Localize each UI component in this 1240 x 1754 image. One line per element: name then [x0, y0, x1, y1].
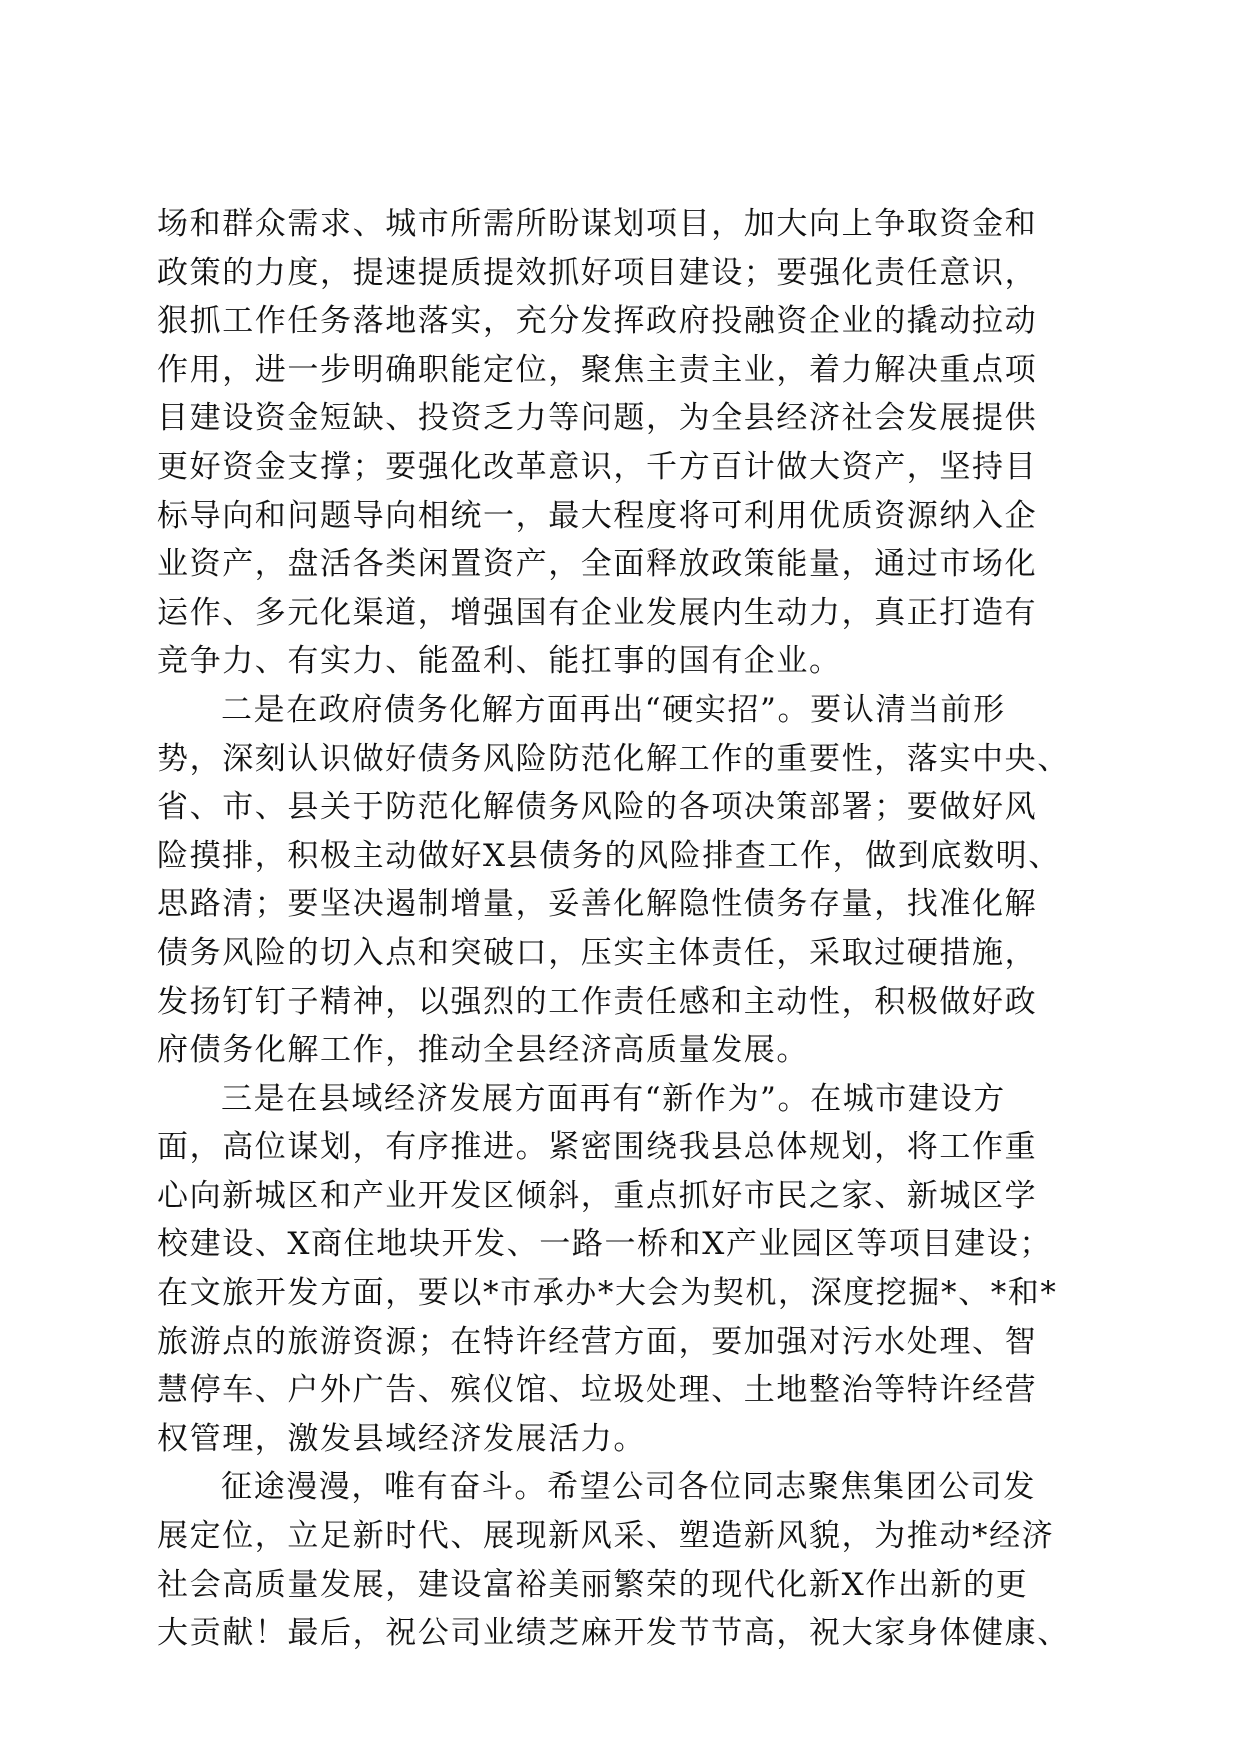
- paragraph-first-line: 二是在政府债务化解方面再出“硬实招”。要认清当前形: [221, 691, 1006, 728]
- paragraph-first-line: 三是在县域经济发展方面再有“新作为”。在城市建设方: [221, 1080, 1006, 1117]
- text-line: 思路清；要坚决遏制增量，妥善化解隐性债务存量，找准化解: [157, 886, 1038, 923]
- text-line: 权管理，激发县域经济发展活力。: [157, 1420, 646, 1457]
- text-line: 心向新城区和产业开发区倾斜，重点抓好市民之家、新城区学: [157, 1177, 1038, 1214]
- text-line: 标导向和问题导向相统一，最大程度将可利用优质资源纳入企: [157, 497, 1038, 534]
- text-line: 更好资金支撑；要强化改革意识，千方百计做大资产，坚持目: [157, 448, 1038, 485]
- text-line: 业资产，盘活各类闲置资产，全面释放政策能量，通过市场化: [157, 546, 1038, 583]
- text-line: 展定位，立足新时代、展现新风采、塑造新风貌，为推动*经济: [157, 1518, 1055, 1555]
- text-line: 校建设、X商住地块开发、一路一桥和X产业园区等项目建设；: [157, 1226, 1052, 1263]
- text-line: 大贡献！最后，祝公司业绩芝麻开发节节高，祝大家身体健康、: [157, 1615, 1070, 1652]
- text-line: 目建设资金短缺、投资乏力等问题，为全县经济社会发展提供: [157, 400, 1038, 437]
- text-line: 府债务化解工作，推动全县经济高质量发展。: [157, 1032, 809, 1069]
- text-line: 面，高位谋划，有序推进。紧密围绕我县总体规划，将工作重: [157, 1129, 1038, 1166]
- text-line: 运作、多元化渠道，增强国有企业发展内生动力，真正打造有: [157, 594, 1038, 631]
- text-line: 势，深刻认识做好债务风险防范化解工作的重要性，落实中央、: [157, 740, 1070, 777]
- text-line: 狠抓工作任务落地落实，充分发挥政府投融资企业的撬动拉动: [157, 303, 1038, 340]
- body-text: [157, 200, 1087, 1658]
- text-line: 险摸排，积极主动做好X县债务的风险排查工作，做到底数明、: [157, 837, 1061, 874]
- text-line: 在文旅开发方面，要以*市承办*大会为契机，深度挖掘*、*和*: [157, 1275, 1058, 1312]
- text-line: 慧停车、户外广告、殡仪馆、垃圾处理、土地整治等特许经营: [157, 1372, 1038, 1409]
- text-line: 竞争力、有实力、能盈利、能扛事的国有企业。: [157, 643, 842, 680]
- text-line: 政策的力度，提速提质提效抓好项目建设；要强化责任意识，: [157, 254, 1038, 291]
- text-line: 作用，进一步明确职能定位，聚焦主责主业，着力解决重点项: [157, 351, 1038, 388]
- paragraph-first-line: 征途漫漫，唯有奋斗。希望公司各位同志聚焦集团公司发: [221, 1469, 1036, 1506]
- text-line: 场和群众需求、城市所需所盼谋划项目，加大向上争取资金和: [157, 206, 1038, 242]
- text-line: 旅游点的旅游资源；在特许经营方面，要加强对污水处理、智: [157, 1323, 1038, 1360]
- text-line: 发扬钉钉子精神，以强烈的工作责任感和主动性，积极做好政: [157, 983, 1038, 1020]
- text-line: 社会高质量发展，建设富裕美丽繁荣的现代化新X作出新的更: [157, 1566, 1029, 1603]
- text-line: 债务风险的切入点和突破口，压实主体责任，采取过硬措施，: [157, 934, 1038, 971]
- text-line: 省、市、县关于防范化解债务风险的各项决策部署；要做好风: [157, 789, 1038, 826]
